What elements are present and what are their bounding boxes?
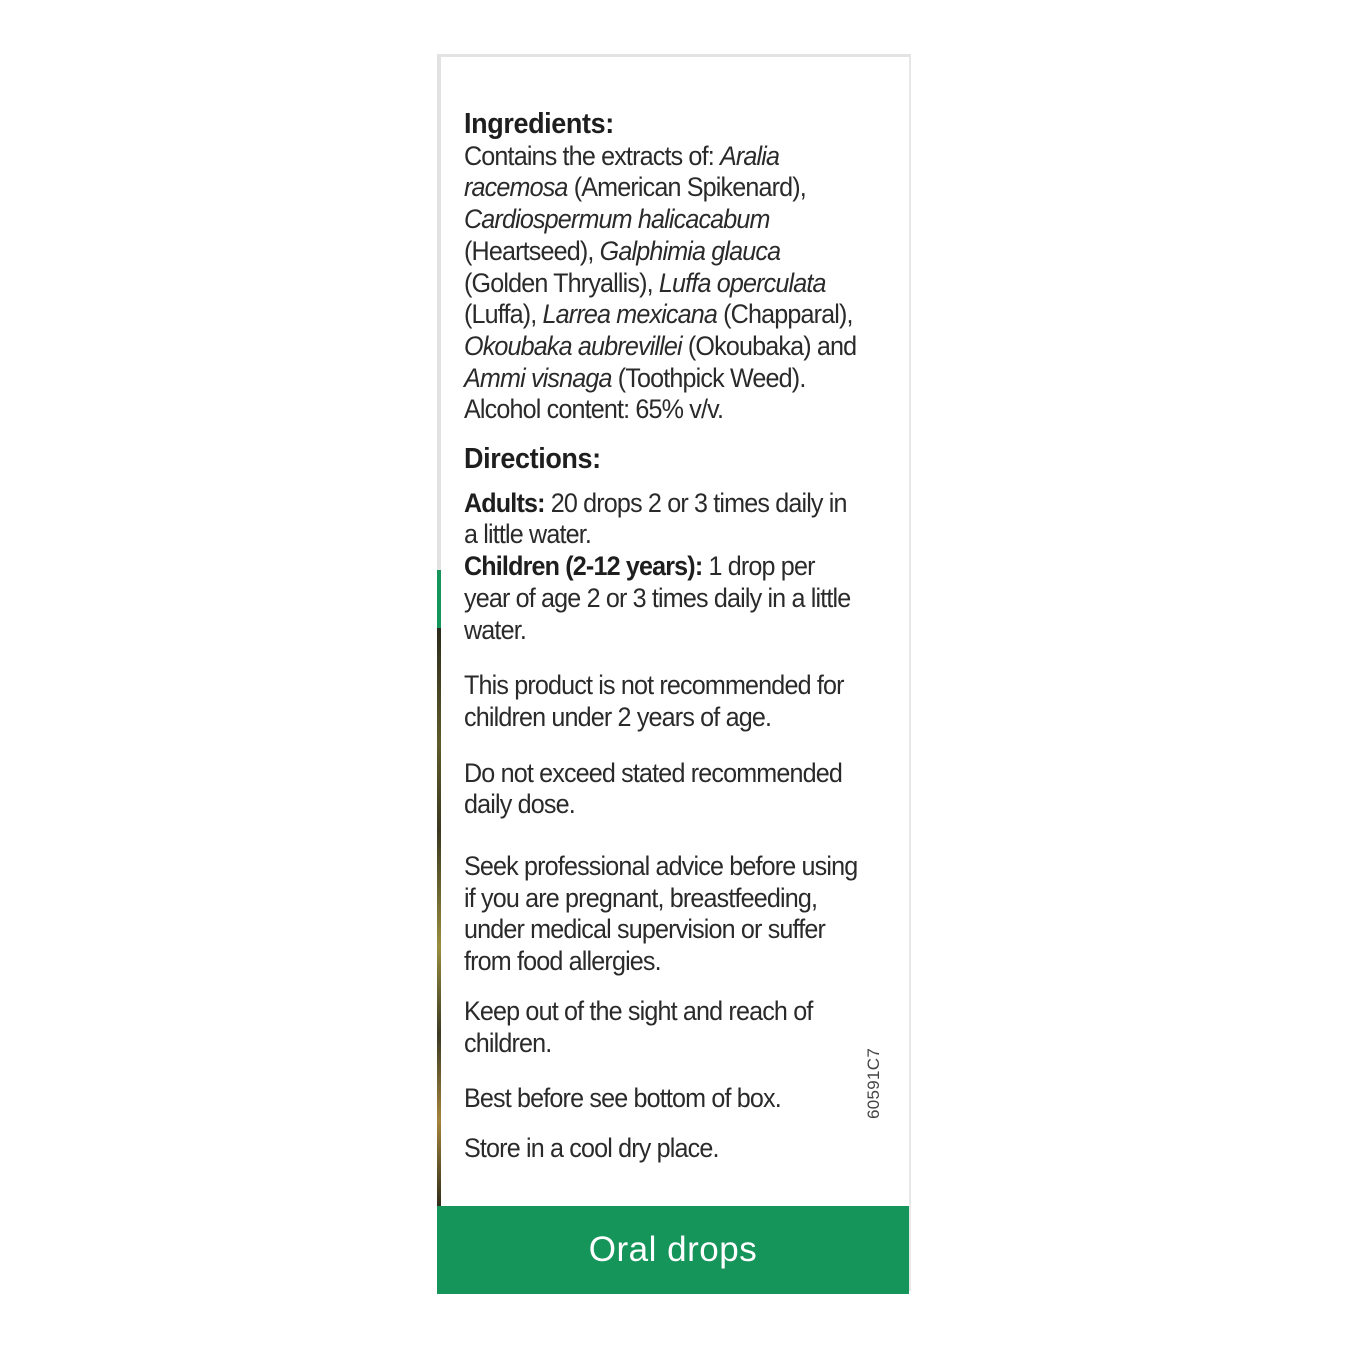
ingredient-latin: Larrea mexicana [542,299,718,330]
oral-drops-banner [437,1206,909,1294]
ingredient-latin: Cardiospermum halicacabum [464,204,770,235]
oral-drops-label: Oral drops [588,1230,758,1269]
ingredient-common: (Luffa), [464,299,543,330]
ingredient-latin: Ammi visnaga [464,362,612,393]
box-side-green-accent [437,570,441,628]
warning-under-2: This product is not recommended for children under 2 years of age. [464,670,844,732]
ingredient-common: (Golden Thryallis), [464,267,659,298]
ingredient-latin: Aralia racemosa [464,140,780,203]
ingredient-latin: Luffa operculata [658,267,826,298]
storage: Store in a cool dry place. [464,1132,719,1163]
children-label: Children (2-12 years): [464,551,703,582]
ingredients-heading: Ingredients: [464,108,614,140]
best-before: Best before see bottom of box. [464,1083,781,1114]
warning-professional-advice: Seek professional advice before using if you are pregnant, breastfeeding, under medical supervision or suffer from food allergies. [464,851,858,977]
ingredient-common: (Heartseed), [464,235,600,266]
warning-dose: Do not exceed stated recommended daily dose. [464,757,843,820]
label-panel [437,54,911,1291]
product-code: 60591C7 [864,1047,883,1119]
ingredient-common: (American Spikenard), [567,172,806,203]
ingredient-latin: Galphimia glauca [599,235,781,266]
label-text [464,109,864,1165]
directions-children [464,551,864,646]
ingredients-list [464,141,864,395]
box-side-photo-edge [437,628,441,1208]
ingredient-common: (Toothpick Weed). [611,362,806,393]
directions-heading: Directions: [464,443,601,476]
directions-adults [464,488,864,551]
warning-children-reach: Keep out of the sight and reach of children. [464,995,813,1058]
alcohol-content: Alcohol content: 65% v/v. [464,394,724,425]
adults-label: Adults: [464,487,545,518]
ingredient-common: (Okoubaka) and [681,330,857,361]
ingredients-intro: Contains the extracts of: [464,140,720,171]
ingredient-latin: Okoubaka aubrevillei [464,330,682,361]
adults-text: 20 drops 2 or 3 times daily in a little water. [464,487,847,550]
children-text: 1 drop per year of age 2 or 3 times daily in a little water. [464,551,851,645]
ingredient-common: (Chapparal), [717,299,853,330]
